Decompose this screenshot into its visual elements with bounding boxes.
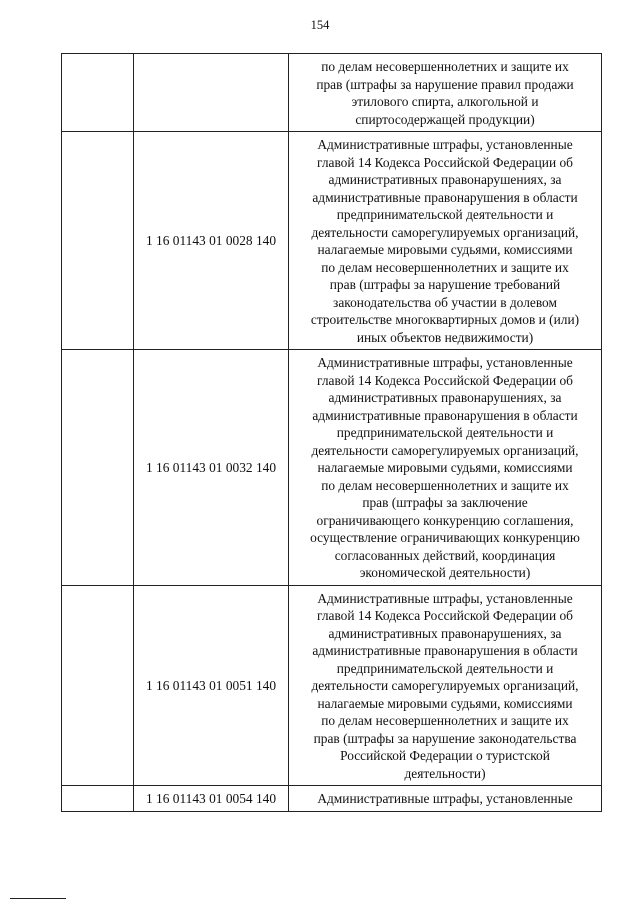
- description-line: предпринимательской деятельности и: [336, 207, 554, 222]
- description-line: Административные штрафы, установленные: [317, 355, 573, 370]
- description-line: Административные штрафы, установленные: [317, 791, 573, 806]
- description-line: налагаемые мировыми судьями, комиссиями: [317, 695, 573, 711]
- description-line: административных правонарушениях, за: [328, 390, 562, 405]
- description-line: административных правонарушениях, за: [328, 625, 562, 641]
- budget-code-cell: 1 16 01143 01 0054 140: [134, 786, 289, 812]
- description-line: по делам несовершеннолетних и защите их: [321, 259, 569, 275]
- description-line: этилового спирта, алкогольной и: [351, 94, 539, 109]
- empty-cell: [62, 54, 134, 132]
- description-line: налагаемые мировыми судьями, комиссиями: [317, 242, 573, 257]
- description-line: главой 14 Кодекса Российской Федерации об: [317, 608, 573, 623]
- empty-cell: [62, 585, 134, 786]
- description-line: Административные штрафы, установленные: [317, 590, 573, 606]
- budget-code-cell: [134, 54, 289, 132]
- description-line: экономической деятельности): [359, 565, 531, 580]
- description-line: деятельности саморегулируемых организаций,: [311, 678, 579, 693]
- description-cell: [289, 786, 602, 812]
- table-row: [62, 132, 602, 350]
- table-row: [62, 54, 602, 132]
- description-line: административные правонарушения в области: [312, 643, 578, 658]
- description-line: предпринимательской деятельности и: [336, 660, 554, 676]
- description-line: по делам несовершеннолетних и защите их: [321, 713, 569, 728]
- description-line: по делам несовершеннолетних и защите их: [321, 59, 569, 74]
- description-line: прав (штрафы за нарушение законодательства: [313, 730, 577, 746]
- table-row: [62, 786, 602, 812]
- description-line: административных правонарушениях, за: [328, 172, 562, 187]
- description-line: прав (штрафы за нарушение правил продажи: [316, 76, 574, 92]
- description-line: по делам несовершеннолетних и защите их: [321, 477, 569, 493]
- description-line: деятельности саморегулируемых организаций,: [311, 442, 579, 458]
- description-line: законодательства об участии в долевом: [333, 294, 557, 310]
- description-line: согласованных действий, координация: [334, 547, 556, 563]
- description-line: налагаемые мировыми судьями, комиссиями: [317, 460, 573, 475]
- budget-code-cell: 1 16 01143 01 0028 140: [134, 132, 289, 350]
- budget-code-cell: 1 16 01143 01 0051 140: [134, 585, 289, 786]
- description-line: осуществление ограничивающих конкуренцию: [310, 530, 580, 545]
- table-row: [62, 350, 602, 586]
- empty-cell: [62, 786, 134, 812]
- description-line: Российской Федерации о туристской: [340, 748, 550, 763]
- description-line: иных объектов недвижимости): [356, 329, 534, 345]
- footnote-rule: [10, 898, 66, 899]
- table-body: [62, 54, 602, 812]
- description-line: главой 14 Кодекса Российской Федерации об: [317, 154, 573, 170]
- description-line: спиртосодержащей продукции): [355, 111, 535, 127]
- description-line: прав (штрафы за нарушение требований: [329, 277, 561, 292]
- description-cell: [289, 132, 602, 350]
- description-cell: [289, 350, 602, 586]
- description-line: деятельности саморегулируемых организаций,: [311, 224, 579, 240]
- budget-code-cell: 1 16 01143 01 0032 140: [134, 350, 289, 586]
- description-cell: [289, 54, 602, 132]
- description-line: ограничивающего конкуренцию соглашения,: [316, 512, 574, 528]
- description-line: прав (штрафы за заключение: [362, 495, 528, 510]
- description-cell: [289, 585, 602, 786]
- empty-cell: [62, 132, 134, 350]
- description-line: деятельности): [404, 765, 486, 781]
- description-line: Административные штрафы, установленные: [317, 137, 573, 152]
- description-line: предпринимательской деятельности и: [336, 425, 554, 440]
- description-line: главой 14 Кодекса Российской Федерации об: [317, 372, 573, 388]
- empty-cell: [62, 350, 134, 586]
- description-line: административные правонарушения в области: [312, 189, 578, 205]
- table-row: [62, 585, 602, 786]
- page-number: 154: [310, 18, 330, 32]
- description-line: строительстве многоквартирных домов и (или): [310, 312, 580, 327]
- budget-codes-table: [61, 53, 602, 812]
- description-line: административные правонарушения в области: [312, 407, 578, 423]
